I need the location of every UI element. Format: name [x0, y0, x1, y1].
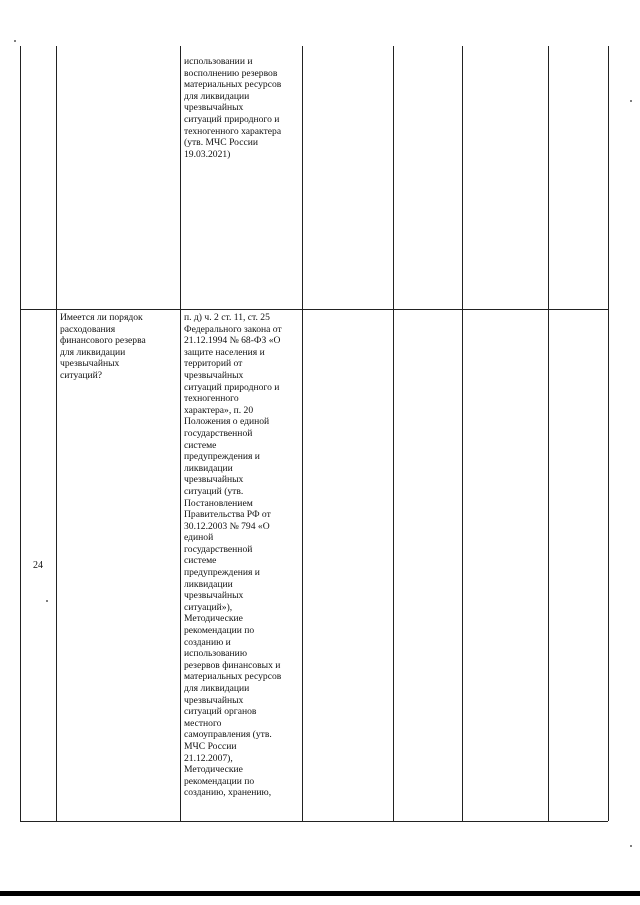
scan-speck — [46, 600, 48, 602]
row-number: 24 — [33, 560, 43, 571]
legal-basis-cell: п. д) ч. 2 ст. 11, ст. 25 Федерального закона от 21.12.1994 № 68-ФЗ «О защите населения и территорий от чрезвычайных ситуаций природного и техногенного характера», п. 20 Положения о единой государственной системе предупреждения и ликвидации чрезвычайных ситуаций (утв. Постановлением Правительства РФ от 30.12.2003 № 794 «О единой государственной системе предупреждения и ликвидации чрезвычайных ситуаций»), Методические рекомендации по созданию и использованию резервов финансовых и материальных ресурсов для ликвидации чрезвычайных ситуаций органов местного самоуправления (утв. МЧС России 21.12.2007), Методические рекомендации по созданию, хранению, — [184, 312, 282, 799]
legal-basis-cell: использовании и восполнению резервов материальных ресурсов для ликвидации чрезвычайных ситуаций природного и техногенного характера (утв. МЧС России 19.03.2021) — [184, 56, 282, 160]
column-border — [393, 46, 394, 821]
column-border — [462, 46, 463, 821]
column-border — [548, 46, 549, 821]
scan-speck — [14, 40, 16, 42]
column-border — [302, 46, 303, 821]
scan-speck — [630, 100, 632, 102]
scan-edge-bar — [0, 891, 640, 896]
row-border — [20, 821, 608, 822]
scan-speck — [630, 845, 632, 847]
column-border — [180, 46, 181, 821]
question-cell: Имеется ли порядок расходования финансового резерва для ликвидации чрезвычайных ситуаций? — [60, 312, 146, 381]
column-border — [56, 46, 57, 821]
row-border — [20, 309, 608, 310]
column-border — [20, 46, 21, 821]
column-border — [608, 46, 609, 821]
